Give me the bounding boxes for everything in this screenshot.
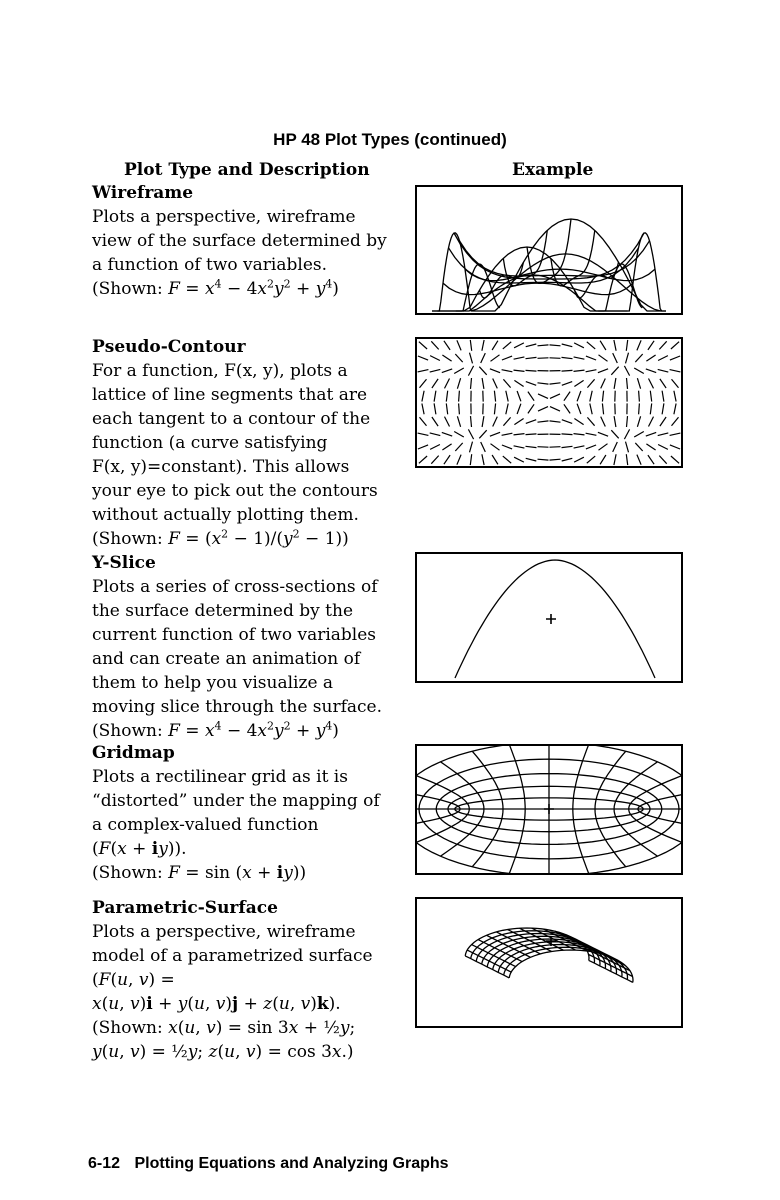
contour-segment <box>586 445 596 449</box>
contour-segment <box>574 457 584 462</box>
page-title: HP 48 Plot Types (continued) <box>273 130 507 149</box>
mesh-line <box>443 283 633 295</box>
column-header-description: Plot Type and Description <box>124 160 370 180</box>
contour-segment <box>550 407 560 412</box>
contour-segment <box>491 444 500 451</box>
contour-segment <box>674 391 676 402</box>
contour-segment <box>506 391 508 402</box>
page-number: 6-12 <box>88 1155 121 1172</box>
contour-segment <box>672 379 679 388</box>
contour-segment <box>538 358 549 359</box>
contour-segment <box>482 416 484 427</box>
contour-segment <box>502 356 512 360</box>
contour-segment <box>442 432 452 436</box>
contour-segment <box>626 442 629 453</box>
contour-segment <box>550 345 561 346</box>
contour-segment <box>626 340 627 351</box>
contour-segment <box>538 421 549 422</box>
contour-segment <box>601 379 606 389</box>
contour-segment <box>422 391 424 402</box>
contour-segment <box>526 458 537 461</box>
contour-segment <box>672 417 679 426</box>
contour-segment <box>470 353 473 364</box>
contour-segment <box>639 391 640 402</box>
contour-segment <box>430 356 440 361</box>
contour-segment <box>457 416 460 427</box>
contour-segment <box>627 416 628 427</box>
contour-segment <box>626 454 627 465</box>
shown-formula: (Shown: x(u, v) = sin 3x + ½y; <box>92 1018 356 1038</box>
contour-segment <box>674 404 676 415</box>
contour-segment <box>420 417 427 426</box>
contour-segment <box>670 445 680 449</box>
contour-segment <box>442 355 451 361</box>
surface-line <box>487 939 611 971</box>
contour-segment <box>600 341 606 350</box>
page-footer <box>88 1155 449 1173</box>
contour-segment <box>538 345 549 346</box>
contour-segment <box>479 367 486 375</box>
contour-segment <box>574 434 585 435</box>
contour-segment <box>671 456 679 463</box>
contour-segment <box>446 403 447 414</box>
contour-segment <box>526 382 536 386</box>
shown-formula: (Shown: $F = (x^2 - 1)/(y^2 - 1)$) <box>92 527 349 549</box>
contour-segment <box>639 403 640 414</box>
contour-segment <box>586 433 597 435</box>
contour-segment <box>670 433 681 435</box>
contour-segment <box>550 394 560 399</box>
entry-line: without actually plotting them. <box>92 505 359 525</box>
contour-segment <box>468 366 473 376</box>
entry-line: lattice of line segments that are <box>92 385 368 405</box>
entry-line: a complex-valued function <box>92 815 319 835</box>
section-title: Plotting Equations and Analyzing Graphs <box>134 1155 449 1172</box>
entry-line: Plots a perspective, wireframe <box>92 922 356 942</box>
contour-segment <box>517 404 521 414</box>
contour-segment <box>420 379 427 388</box>
contour-segment <box>503 342 511 349</box>
contour-segment <box>599 444 608 451</box>
contour-segment <box>482 454 484 465</box>
entry-line: Plots a series of cross-sections of <box>92 577 378 597</box>
contour-segment <box>514 457 524 462</box>
contour-segment <box>493 379 498 389</box>
contour-segment <box>457 378 460 389</box>
contour-segment <box>471 416 472 427</box>
entry-line: Plots a rectilinear grid as it is <box>92 767 348 787</box>
contour-segment <box>514 446 525 448</box>
contour-segment <box>434 391 436 402</box>
contour-segment <box>660 417 666 426</box>
contour-segment <box>624 366 629 376</box>
contour-segment <box>502 370 513 372</box>
contour-segment <box>514 434 525 435</box>
contour-segment <box>444 455 450 464</box>
origin-cross-icon <box>546 614 556 624</box>
parametric-surface-graphic <box>417 899 681 1026</box>
entry-parametric-surface <box>92 896 402 1064</box>
contour-segment <box>481 442 486 452</box>
contour-segment <box>614 416 616 427</box>
contour-segment <box>574 343 584 348</box>
contour-segment <box>514 419 523 425</box>
shown-formula: (Shown: F = sin (x + iy)) <box>92 863 307 883</box>
contour-segment <box>635 443 642 451</box>
contour-segment <box>538 383 549 384</box>
contour-segment <box>649 379 654 389</box>
contour-segment <box>626 353 629 364</box>
contour-segment <box>470 340 471 351</box>
contour-segment <box>442 444 451 450</box>
contour-segment <box>635 354 642 362</box>
contour-segment <box>611 430 618 438</box>
contour-segment <box>455 443 462 451</box>
contour-segment <box>601 417 606 427</box>
contour-segment <box>457 340 461 350</box>
entry-line: moving slice through the surface. <box>92 697 382 717</box>
contour-segment <box>637 416 640 427</box>
contour-segment <box>659 341 666 349</box>
contour-segment <box>602 403 603 414</box>
contour-segment <box>430 445 440 450</box>
contour-segment <box>658 433 669 436</box>
contour-segment <box>637 378 640 389</box>
entry-title: Parametric-Surface <box>92 898 278 918</box>
contour-segment <box>538 447 549 448</box>
contour-segment <box>562 458 573 461</box>
contour-segment <box>602 391 603 402</box>
contour-segment <box>574 357 585 359</box>
contour-segment <box>503 417 510 425</box>
contour-segment <box>649 417 654 427</box>
contour-segment <box>493 417 498 427</box>
entry-y-slice <box>92 551 402 743</box>
contour-segment <box>562 370 573 371</box>
contour-segment <box>442 369 452 373</box>
gridmap-example-plot <box>415 744 683 875</box>
contour-segment <box>490 432 500 436</box>
contour-segment <box>454 432 464 438</box>
contour-segment <box>468 429 473 439</box>
entry-line: Plots a perspective, wireframe <box>92 207 356 227</box>
contour-segment <box>587 456 595 463</box>
contour-segment <box>637 340 641 350</box>
contour-segment <box>538 407 548 412</box>
contour-segment <box>590 404 592 415</box>
contour-segment <box>671 342 679 349</box>
surface-line <box>476 934 600 966</box>
contour-segment <box>528 392 534 401</box>
entry-line: For a function, F(x, y), plots a <box>92 361 348 381</box>
contour-segment <box>526 420 536 424</box>
contour-segment <box>577 391 581 401</box>
shown-formula-continued: y(u, v) = ½y; z(u, v) = cos 3x.) <box>92 1042 354 1062</box>
contour-segment <box>459 403 460 414</box>
contour-segment <box>418 433 429 435</box>
contour-segment <box>528 404 534 413</box>
surface-line <box>465 956 509 978</box>
contour-segment <box>526 357 537 358</box>
entry-line: (F(x + iy)). <box>92 839 187 859</box>
pseudo-contour-graphic <box>417 339 681 466</box>
surface-line <box>504 947 628 979</box>
entry-line: them to help you visualize a <box>92 673 334 693</box>
contour-segment <box>586 370 597 372</box>
entry-pseudo-contour <box>92 335 402 551</box>
contour-segment <box>587 379 594 387</box>
entry-line: the surface determined by the <box>92 601 354 621</box>
contour-segment <box>502 445 512 449</box>
entry-line: and can create an animation of <box>92 649 361 669</box>
contour-segment <box>658 369 669 372</box>
contour-segment <box>502 433 513 435</box>
contour-segment <box>590 391 592 402</box>
contour-segment <box>455 354 462 362</box>
contour-segment <box>430 369 441 372</box>
entry-line: F(x, y)=constant). This allows <box>92 457 350 477</box>
contour-segment <box>538 459 549 460</box>
contour-segment <box>514 380 523 386</box>
contour-segment <box>586 356 596 360</box>
contour-segment <box>445 379 450 389</box>
contour-segment <box>526 344 537 347</box>
contour-segment <box>503 379 510 387</box>
contour-segment <box>662 391 664 402</box>
contour-segment <box>490 369 500 373</box>
entry-line: each tangent to a contour of the <box>92 409 371 429</box>
gridmap-graphic <box>417 746 681 873</box>
contour-segment <box>574 370 585 371</box>
entry-title: Pseudo-Contour <box>92 337 246 357</box>
contour-segment <box>418 445 428 449</box>
contour-segment <box>470 454 471 465</box>
contour-segment <box>550 358 561 359</box>
wireframe-surface-graphic <box>417 187 681 313</box>
contour-segment <box>650 403 651 414</box>
contour-segment <box>634 432 644 438</box>
contour-segment <box>482 378 484 389</box>
contour-segment <box>659 456 666 464</box>
contour-segment <box>662 403 664 414</box>
contour-segment <box>503 456 511 463</box>
contour-segment <box>613 442 618 452</box>
surface-line <box>493 942 617 974</box>
entry-line: “distorted” under the mapping of <box>92 791 380 811</box>
contour-segment <box>670 370 681 372</box>
contour-segment <box>550 459 561 460</box>
contour-segment <box>482 340 484 351</box>
contour-segment <box>624 429 629 439</box>
contour-segment <box>514 343 524 348</box>
contour-segment <box>614 340 616 351</box>
contour-segment <box>646 355 655 361</box>
contour-segment <box>418 370 429 372</box>
contour-segment <box>432 379 438 388</box>
contour-segment <box>434 403 436 414</box>
entry-title: Y-Slice <box>92 553 156 573</box>
entry-line: current function of two variables <box>92 625 377 645</box>
entry-wireframe <box>92 181 402 301</box>
surface-line <box>509 950 633 982</box>
entry-line: a function of two variables. <box>92 255 328 275</box>
contour-segment <box>670 356 680 360</box>
contour-segment <box>634 368 644 374</box>
contour-segment <box>492 341 498 350</box>
contour-segment <box>577 404 581 414</box>
entry-line: view of the surface determined by <box>92 231 387 251</box>
contour-segment <box>422 404 424 415</box>
contour-segment <box>506 404 508 415</box>
contour-segment <box>646 432 656 436</box>
contour-segment <box>650 391 651 402</box>
contour-segment <box>660 379 666 388</box>
contour-segment <box>454 368 464 374</box>
contour-segment <box>574 446 585 448</box>
contour-segment <box>658 445 668 450</box>
contour-segment <box>514 370 525 371</box>
contour-segment <box>431 456 438 464</box>
contour-segment <box>562 434 573 435</box>
contour-segment <box>611 367 618 375</box>
contour-segment <box>574 380 583 386</box>
contour-segment <box>418 356 428 360</box>
contour-segment <box>550 421 561 422</box>
contour-segment <box>432 417 438 426</box>
contour-segment <box>574 419 583 425</box>
contour-segment <box>494 391 495 402</box>
origin-cross-icon <box>544 804 554 814</box>
contour-segment <box>494 403 495 414</box>
entry-line: (F(u, v) = <box>92 970 175 990</box>
contour-segment <box>445 417 450 427</box>
contour-segment <box>457 455 461 465</box>
contour-segment <box>564 404 570 413</box>
parametric-surface-example-plot <box>415 897 683 1028</box>
contour-segment <box>471 378 472 389</box>
contour-segment <box>481 353 486 363</box>
contour-segment <box>600 455 606 464</box>
contour-segment <box>419 456 427 463</box>
contour-segment <box>648 341 654 350</box>
contour-segment <box>538 394 548 399</box>
entry-line: your eye to pick out the contours <box>92 481 378 501</box>
y-slice-example-plot <box>415 552 683 683</box>
contour-segment <box>614 378 616 389</box>
contour-segment <box>550 447 561 448</box>
contour-segment <box>470 442 473 453</box>
contour-segment <box>526 370 537 371</box>
contour-segment <box>646 444 655 450</box>
contour-segment <box>648 455 654 464</box>
contour-segment <box>562 446 573 447</box>
contour-segment <box>658 356 668 361</box>
contour-segment <box>562 344 573 347</box>
contour-segment <box>646 369 656 373</box>
entry-title: Gridmap <box>92 743 175 763</box>
contour-segment <box>550 383 561 384</box>
contour-segment <box>562 357 573 358</box>
contour-segment <box>446 391 447 402</box>
contour-segment <box>526 446 537 447</box>
contour-segment <box>526 434 537 435</box>
shown-formula: (Shown: $F = x^4 - 4x^2y^2 + y^4$) <box>92 719 339 741</box>
column-header-example: Example <box>512 160 594 180</box>
contour-segment <box>614 454 616 465</box>
contour-segment <box>564 392 570 401</box>
contour-segment <box>587 342 595 349</box>
contour-segment <box>637 455 641 465</box>
contour-segment <box>598 369 608 373</box>
entry-title: Wireframe <box>92 183 194 203</box>
pseudo-contour-example-plot <box>415 337 683 468</box>
contour-segment <box>613 353 618 363</box>
contour-segment <box>514 357 525 359</box>
entry-gridmap <box>92 741 402 885</box>
contour-segment <box>627 378 628 389</box>
contour-segment <box>587 417 594 425</box>
contour-segment <box>430 433 441 436</box>
contour-segment <box>562 382 572 386</box>
mesh-line <box>575 262 619 298</box>
entry-line: function (a curve satisfying <box>92 433 328 453</box>
contour-segment <box>431 341 438 349</box>
surface-line <box>498 945 622 977</box>
y-slice-graphic <box>417 554 681 681</box>
contour-segment <box>599 355 608 362</box>
contour-segment <box>459 391 460 402</box>
shown-formula: (Shown: $F = x^4 - 4x^2y^2 + y^4$) <box>92 277 339 299</box>
contour-segment <box>517 391 521 401</box>
contour-segment <box>492 455 498 464</box>
wireframe-example-plot <box>415 185 683 315</box>
contour-segment <box>562 420 572 424</box>
entry-line: model of a parametrized surface <box>92 946 373 966</box>
contour-segment <box>419 342 427 349</box>
contour-segment <box>444 341 450 350</box>
contour-segment <box>479 430 486 438</box>
contour-segment <box>598 432 608 436</box>
entry-line: x(u, v)i + y(u, v)j + z(u, v)k). <box>92 994 341 1014</box>
contour-segment <box>491 355 500 362</box>
